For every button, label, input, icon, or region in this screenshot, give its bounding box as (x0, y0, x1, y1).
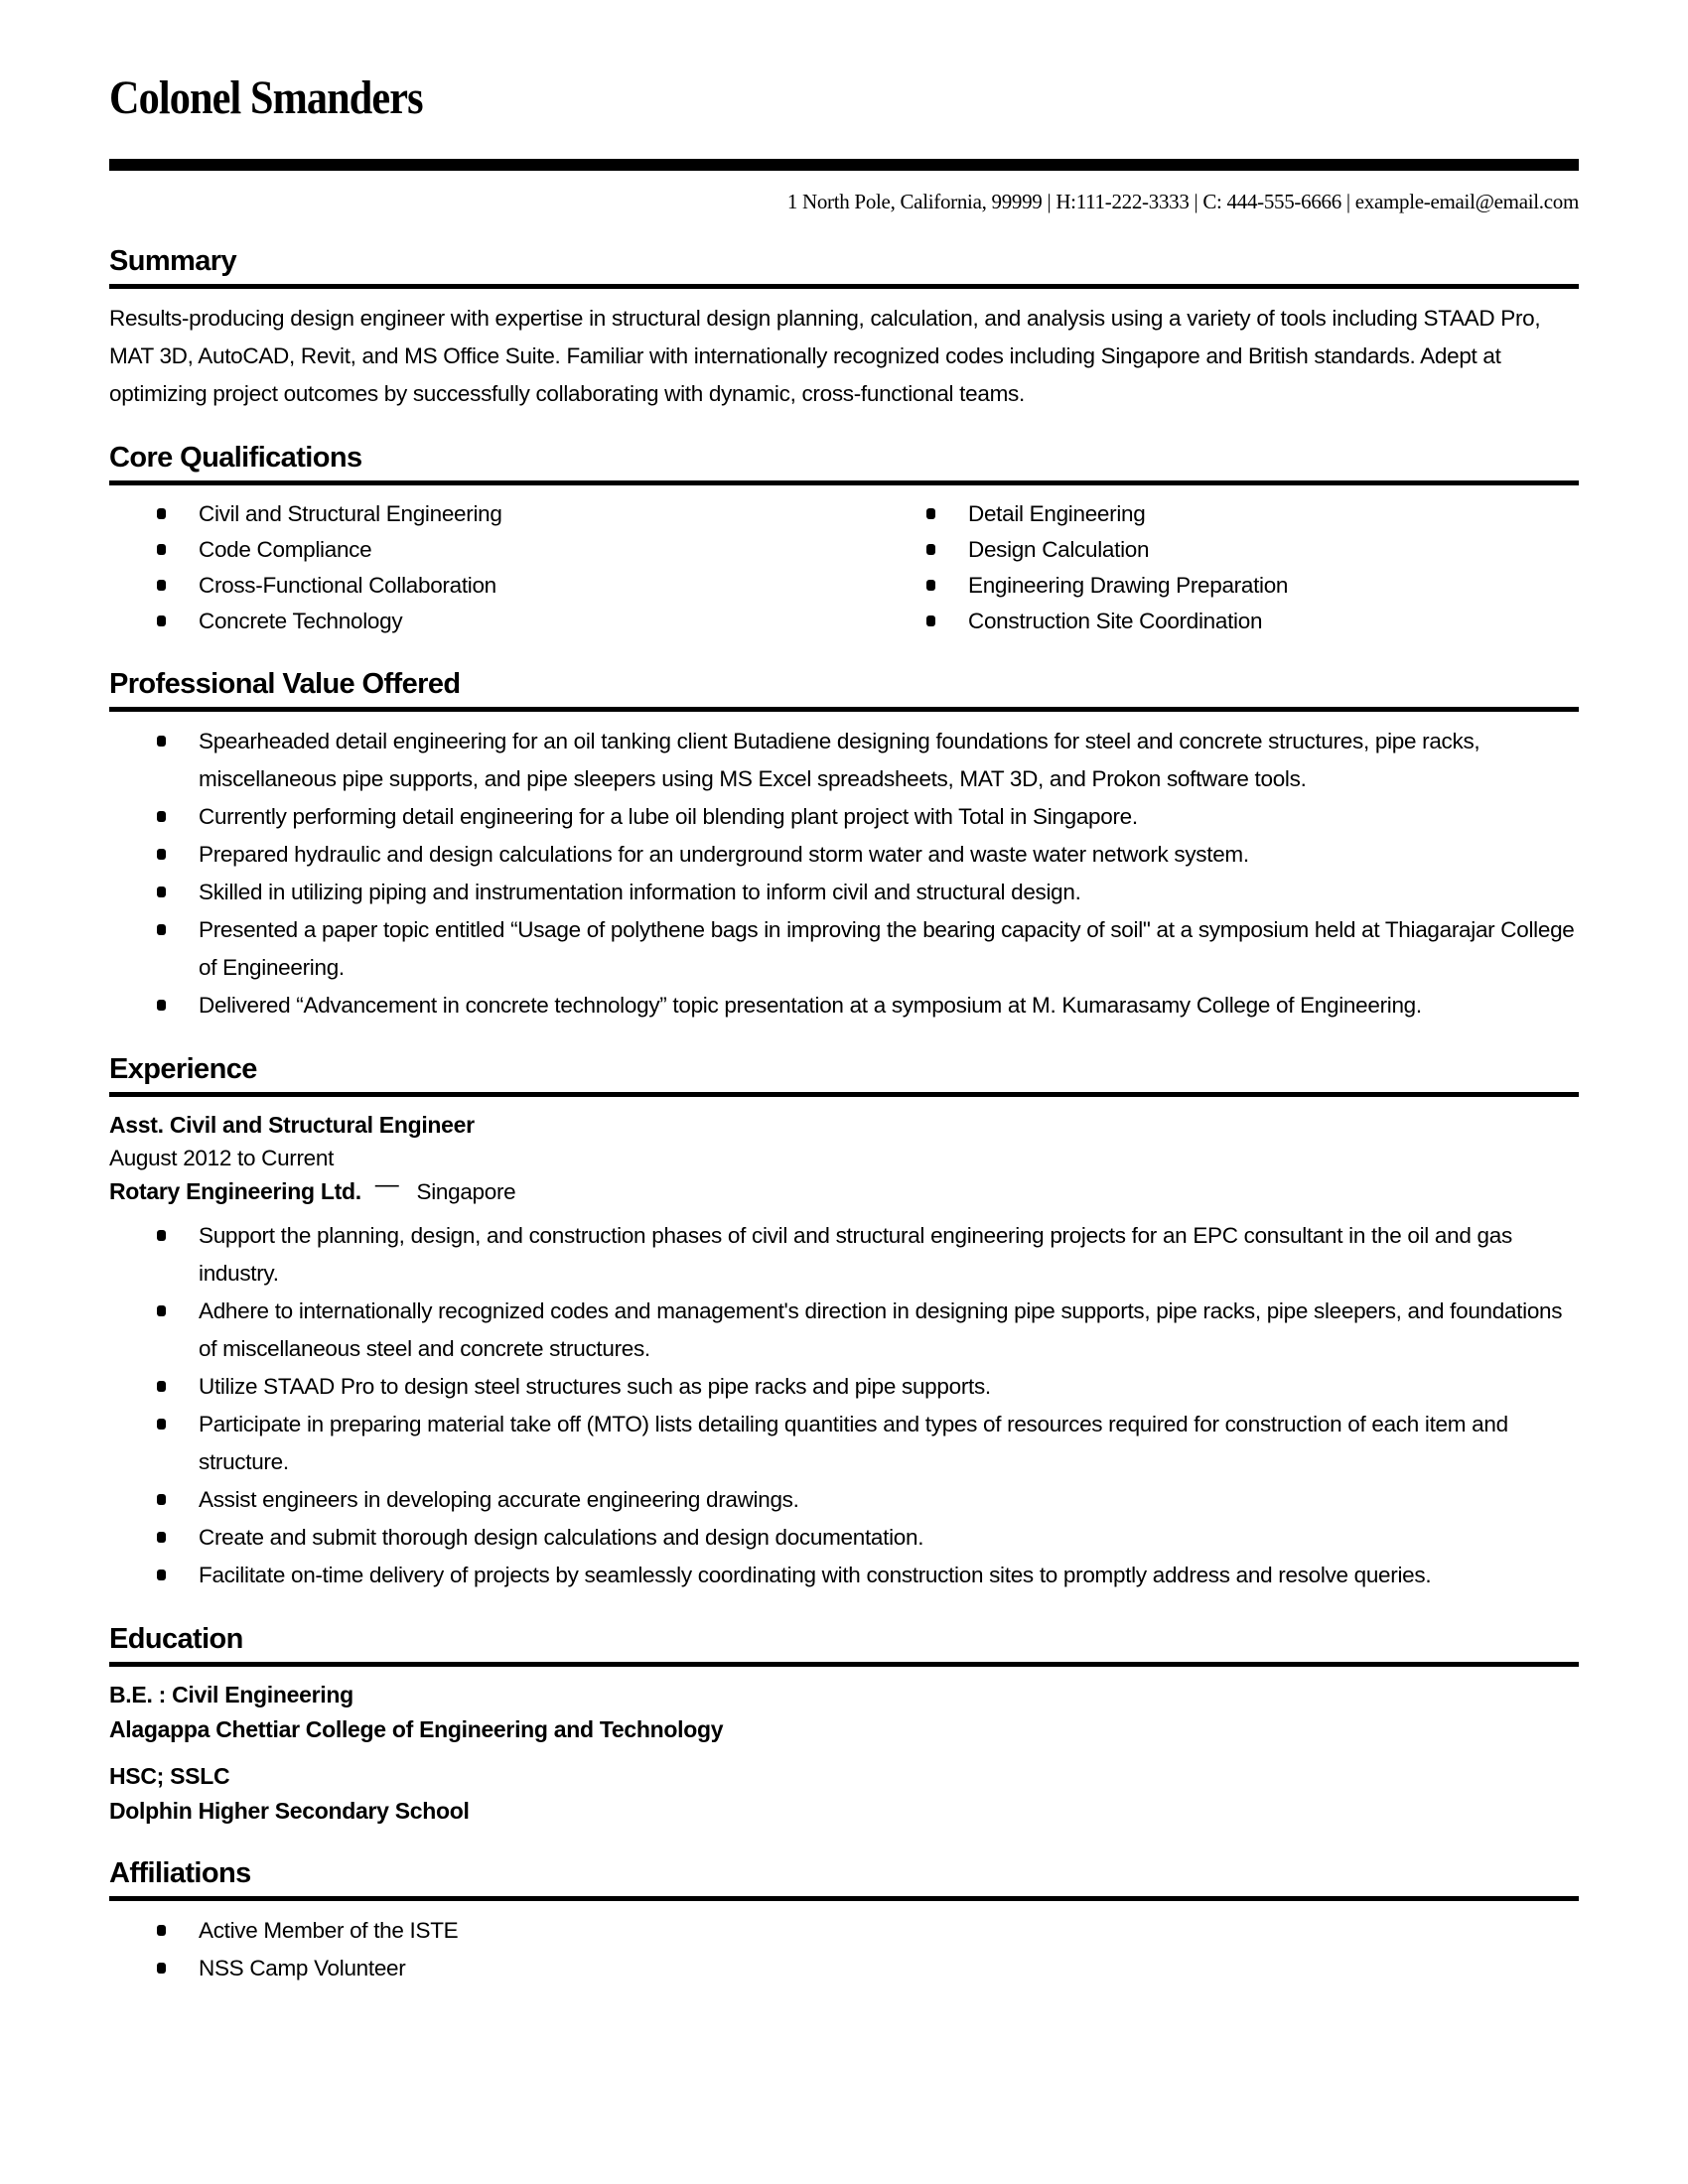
section-education (109, 1621, 1579, 1829)
section-rule (109, 480, 1579, 485)
job-title: Asst. Civil and Structural Engineer (109, 1112, 475, 1138)
section-title-summary: Summary (109, 245, 236, 277)
section-rule (109, 1092, 1579, 1097)
qualification-item (109, 532, 879, 568)
section-title-professional-value: Professional Value Offered (109, 668, 461, 700)
school: Alagappa Chettiar College of Engineering and Technology (109, 1716, 724, 1742)
qualification-item (109, 604, 879, 639)
value-bullet-list (109, 723, 1579, 1024)
bullet-icon (926, 544, 935, 555)
section-rule (109, 707, 1579, 712)
affiliations-bullet-list (109, 1912, 1579, 1987)
section-title-core-qualifications: Core Qualifications (109, 442, 362, 474)
bullet-icon (157, 849, 166, 860)
bullet-icon (157, 924, 166, 935)
header-divider (109, 159, 1579, 171)
bullet-icon (157, 508, 166, 519)
experience-item (109, 1217, 1579, 1293)
bullet-icon (157, 1570, 166, 1580)
value-item (109, 798, 1579, 836)
value-item-text: Delivered “Advancement in concrete technology” topic presentation at a symposium at M. Kumarasamy College of Engineering. (199, 993, 1422, 1018)
experience-item-text: Utilize STAAD Pro to design steel structures such as pipe racks and pipe supports. (199, 1374, 991, 1399)
section-rule (109, 284, 1579, 289)
affiliation-item (109, 1912, 1579, 1950)
affiliation-item-text: NSS Camp Volunteer (199, 1956, 406, 1980)
bullet-icon (157, 1419, 166, 1430)
resume-header (109, 71, 1579, 216)
qualification-label: Design Calculation (968, 537, 1150, 562)
bullet-icon (926, 615, 935, 626)
job-dates: August 2012 to Current (109, 1146, 335, 1170)
candidate-name: Colonel Smanders (109, 71, 423, 124)
qualification-label: Civil and Structural Engineering (199, 501, 502, 526)
bullet-icon (157, 887, 166, 897)
education-entries (109, 1678, 1579, 1829)
company-line (109, 1171, 1579, 1209)
company-location: Singapore (416, 1179, 516, 1204)
value-item (109, 836, 1579, 874)
section-title-education: Education (109, 1623, 243, 1655)
school: Dolphin Higher Secondary School (109, 1798, 470, 1824)
summary-text: Results-producing design engineer with expertise in structural design planning, calculation, and analysis using a variety of tools including STAAD Pro, MAT 3D, AutoCAD, Revit, and MS Office Suite. Familiar with internationally recognized codes including Singapore and British standards. Adept at optimizing project outcomes by successfully collaborating with dynamic, cross-functional teams. (109, 306, 1541, 406)
degree: B.E. : Civil Engineering (109, 1682, 353, 1707)
bullet-icon (157, 1305, 166, 1316)
qualification-label: Detail Engineering (968, 501, 1146, 526)
bullet-icon (157, 1532, 166, 1543)
bullet-icon (157, 615, 166, 626)
qualifications-grid (109, 496, 1579, 639)
bullet-icon (157, 1000, 166, 1011)
section-rule (109, 1896, 1579, 1901)
qualification-item (879, 532, 1579, 568)
degree: HSC; SSLC (109, 1763, 230, 1789)
section-experience (109, 1051, 1579, 1594)
section-summary (109, 243, 1579, 413)
bullet-icon (157, 1381, 166, 1392)
section-title-experience: Experience (109, 1053, 257, 1085)
contact-line: 1 North Pole, California, 99999 | H:111-222-3333 | C: 444-555-6666 | example-email@email.com (786, 190, 1579, 213)
bullet-icon (157, 1925, 166, 1936)
qualification-item (109, 568, 879, 604)
bullet-icon (157, 1230, 166, 1241)
bullet-icon (157, 580, 166, 591)
experience-item (109, 1481, 1579, 1519)
bullet-icon (157, 811, 166, 822)
experience-item (109, 1519, 1579, 1557)
bullet-icon (157, 1963, 166, 1974)
section-professional-value (109, 666, 1579, 1024)
bullet-icon (157, 544, 166, 555)
qualification-item (109, 496, 879, 532)
experience-item (109, 1557, 1579, 1594)
value-item (109, 874, 1579, 911)
affiliation-item-text: Active Member of the ISTE (199, 1918, 459, 1943)
experience-item-text: Assist engineers in developing accurate engineering drawings. (199, 1487, 799, 1512)
qualification-label: Engineering Drawing Preparation (968, 573, 1289, 598)
value-item-text: Spearheaded detail engineering for an oil tanking client Butadiene designing foundations for steel and concrete structures, pipe racks, miscellaneous pipe supports, and pipe sleepers using MS Excel spreadsheets, MAT 3D, and Prokon software tools. (199, 729, 1480, 791)
bullet-icon (926, 580, 935, 591)
experience-item-text: Facilitate on-time delivery of projects by seamlessly coordinating with construction sites to promptly address and resolve queries. (199, 1563, 1432, 1587)
experience-item (109, 1406, 1579, 1481)
value-item (109, 911, 1579, 987)
bullet-icon (926, 508, 935, 519)
value-item (109, 987, 1579, 1024)
experience-item-text: Participate in preparing material take off (MTO) lists detailing quantities and types of resources required for construction of each item and structure. (199, 1412, 1508, 1474)
value-item-text: Currently performing detail engineering for a lube oil blending plant project with Total in Singapore. (199, 804, 1138, 829)
experience-item-text: Create and submit thorough design calculations and design documentation. (199, 1525, 924, 1550)
education-entry (109, 1759, 1579, 1829)
section-core-qualifications (109, 440, 1579, 639)
experience-item-text: Adhere to internationally recognized codes and management's direction in designing pipe supports, pipe racks, pipe sleepers, and foundations of miscellaneous steel and concrete structures. (199, 1298, 1563, 1361)
experience-entry (109, 1108, 1579, 1594)
value-item-text: Prepared hydraulic and design calculations for an underground storm water and waste water network system. (199, 842, 1249, 867)
bullet-icon (157, 736, 166, 747)
experience-item-text: Support the planning, design, and construction phases of civil and structural engineering projects for an EPC consultant in the oil and gas industry. (199, 1223, 1512, 1286)
qualification-item (879, 604, 1579, 639)
company-name: Rotary Engineering Ltd. (109, 1178, 361, 1204)
value-item (109, 723, 1579, 798)
value-item-text: Presented a paper topic entitled “Usage of polythene bags in improving the bearing capacity of soil" at a symposium held at Thiagarajar College of Engineering. (199, 917, 1575, 980)
experience-bullet-list (109, 1217, 1579, 1594)
qualifications-column-right (879, 496, 1579, 639)
section-rule (109, 1662, 1579, 1667)
company-location-separator: — (374, 1171, 399, 1198)
qualification-label: Cross-Functional Collaboration (199, 573, 496, 598)
experience-item (109, 1368, 1579, 1406)
qualifications-column-left (109, 496, 879, 639)
qualification-item (879, 568, 1579, 604)
education-entry (109, 1678, 1579, 1747)
qualification-label: Construction Site Coordination (968, 609, 1263, 633)
qualification-label: Concrete Technology (199, 609, 403, 633)
experience-item (109, 1293, 1579, 1368)
qualification-label: Code Compliance (199, 537, 372, 562)
bullet-icon (157, 1494, 166, 1505)
section-affiliations (109, 1855, 1579, 1987)
value-item-text: Skilled in utilizing piping and instrumentation information to inform civil and structural design. (199, 880, 1081, 904)
section-title-affiliations: Affiliations (109, 1857, 251, 1889)
qualification-item (879, 496, 1579, 532)
affiliation-item (109, 1950, 1579, 1987)
